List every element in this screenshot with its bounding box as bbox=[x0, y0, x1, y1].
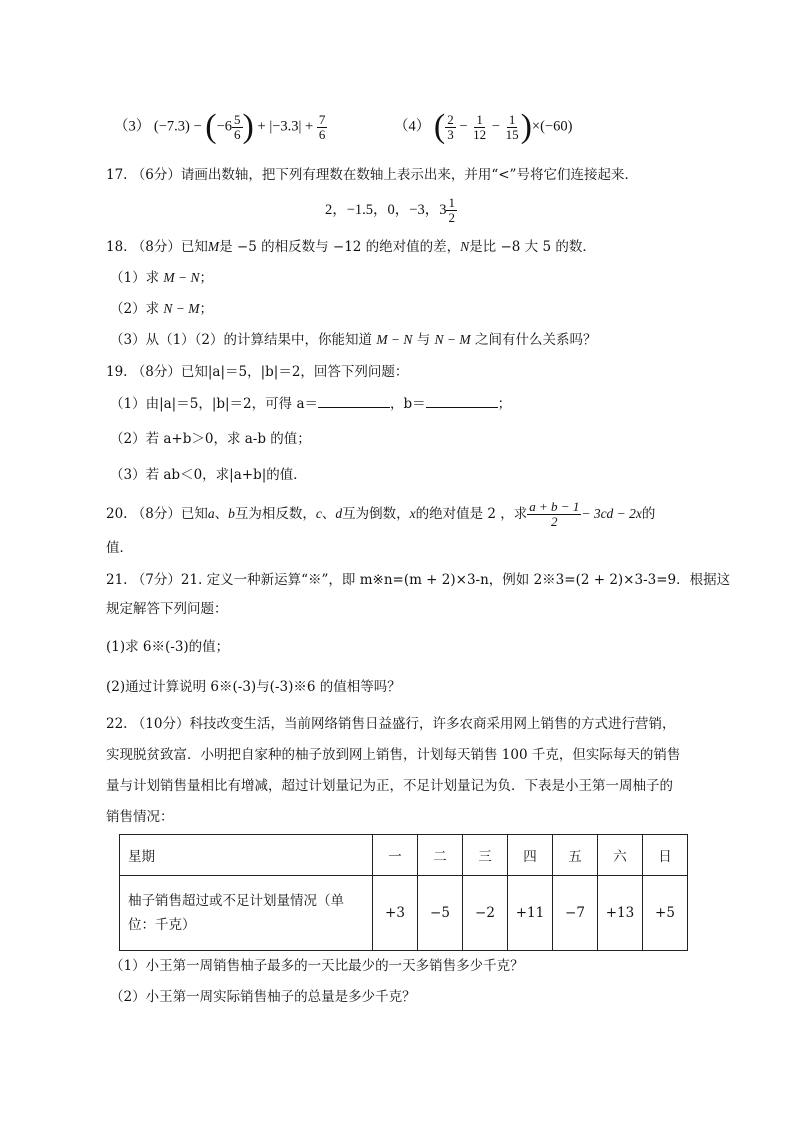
day-cell: 三 bbox=[463, 835, 508, 876]
answer-blank-b[interactable] bbox=[426, 393, 498, 408]
value-cell: +11 bbox=[508, 876, 553, 951]
fraction: $\frac{7}{6}$ bbox=[318, 111, 326, 142]
fraction: $\frac{5}{6}$ bbox=[234, 111, 241, 142]
q16-part3: （3） (−7.3) − (−6 $\frac{5}{6}$ ) + |−3.3| + $\frac{7}{6}$ bbox=[114, 108, 326, 145]
q22-line2: 实现脱贫致富．小明把自家种的柚子放到网上销售，计划每天销售 100 千克，但实际每天的销售 bbox=[106, 747, 681, 763]
fraction: $\frac{a + b - 1}{2}$ bbox=[529, 499, 580, 529]
table-header-label: 星期 bbox=[120, 835, 373, 876]
q21-line1: 21. （7分）21. 定义一种新运算“※”，即 m※n=(m + 2)×3-n，例如 2※3=(2 + 2)×3-3=9．根据这 bbox=[106, 572, 731, 588]
q18-part2: （2）求 N − M； bbox=[110, 301, 214, 317]
value-cell: +13 bbox=[598, 876, 643, 951]
fraction: $\frac{1}{15}$ bbox=[505, 111, 519, 142]
fraction: $\frac{2}{3}$ bbox=[447, 111, 454, 142]
table-row bbox=[120, 876, 688, 951]
value-cell: −7 bbox=[553, 876, 598, 951]
q22-part2: （2）小王第一周实际销售柚子的总量是多少千克？ bbox=[110, 989, 416, 1005]
q21-line2: 规定解答下列问题： bbox=[106, 601, 228, 617]
q20-line2: 值． bbox=[106, 540, 133, 556]
day-cell: 一 bbox=[373, 835, 418, 876]
q22-line1: 22. （10分）科技改变生活，当前网络销售日益盛行，许多农商采用网上销售的方式进行营销， bbox=[106, 716, 676, 732]
q19-part1: （1）由|a|＝5，|b|＝2，可得 a＝ ，b＝ ； bbox=[110, 393, 511, 414]
q22-line3: 量与计划销售量相比有增减，超过计划量记为正，不足计划量记为负．下表是小王第一周柚子的 bbox=[106, 778, 673, 794]
q18-intro: 18. （8分）已知M是 −5 的相反数与 −12 的绝对值的差，N是比 −8 大 5 的数． bbox=[106, 239, 596, 255]
table-row-label: 柚子销售超过或不足计划量情况（单位：千克） bbox=[120, 876, 373, 951]
day-cell: 六 bbox=[598, 835, 643, 876]
q21-part2: (2)通过计算说明 6※(-3)与(-3)※6 的值相等吗？ bbox=[106, 679, 401, 695]
fraction: $\frac{1}{2}$ bbox=[448, 195, 455, 225]
q17-numbers: 2，−1.5，0，−3，3 $\frac{1}{2}$ bbox=[325, 195, 455, 225]
day-cell: 日 bbox=[643, 835, 688, 876]
q18-part3: （3）从（1）（2）的计算结果中，你能知道 M − N 与 N − M 之间有什么关系吗？ bbox=[110, 332, 597, 348]
value-cell: +3 bbox=[373, 876, 418, 951]
q17-text: 17. （6分）请画出数轴，把下列有理数在数轴上表示出来，并用“<”号将它们连接起来． bbox=[106, 167, 638, 183]
fraction: $\frac{1}{12}$ bbox=[473, 111, 487, 142]
sales-table bbox=[119, 834, 688, 951]
q19-part3: （3）若 ab＜0，求|a+b|的值． bbox=[110, 467, 307, 483]
answer-blank-a[interactable] bbox=[318, 393, 390, 408]
value-cell: −5 bbox=[418, 876, 463, 951]
value-cell: +5 bbox=[643, 876, 688, 951]
q19-part2: （2）若 a+b＞0，求 a-b 的值； bbox=[110, 431, 311, 447]
q22-part1: （1）小王第一周销售柚子最多的一天比最少的一天多销售多少千克？ bbox=[110, 958, 524, 974]
day-cell: 二 bbox=[418, 835, 463, 876]
day-cell: 五 bbox=[553, 835, 598, 876]
day-cell: 四 bbox=[508, 835, 553, 876]
table-row bbox=[120, 835, 688, 876]
q18-part1: （1）求 M − N； bbox=[110, 270, 214, 286]
q16-part4: （4） ( $\frac{2}{3}$ − $\frac{1}{12}$ − $\frac{1}{15}$ )×(−60) bbox=[394, 108, 573, 145]
q21-part1: (1)求 6※(-3)的值； bbox=[106, 639, 230, 655]
value-cell: −2 bbox=[463, 876, 508, 951]
q22-line4: 销售情况： bbox=[106, 809, 174, 825]
q20-line1: 20. （8分）已知a、b互为相反数，c、d互为倒数，x的绝对值是 2 ，求 $\frac{a + b - 1}{2}$ − 3cd − 2x的 bbox=[106, 499, 656, 529]
q19-intro: 19. （8分）已知|a|＝5，|b|＝2，回答下列问题： bbox=[106, 364, 409, 380]
